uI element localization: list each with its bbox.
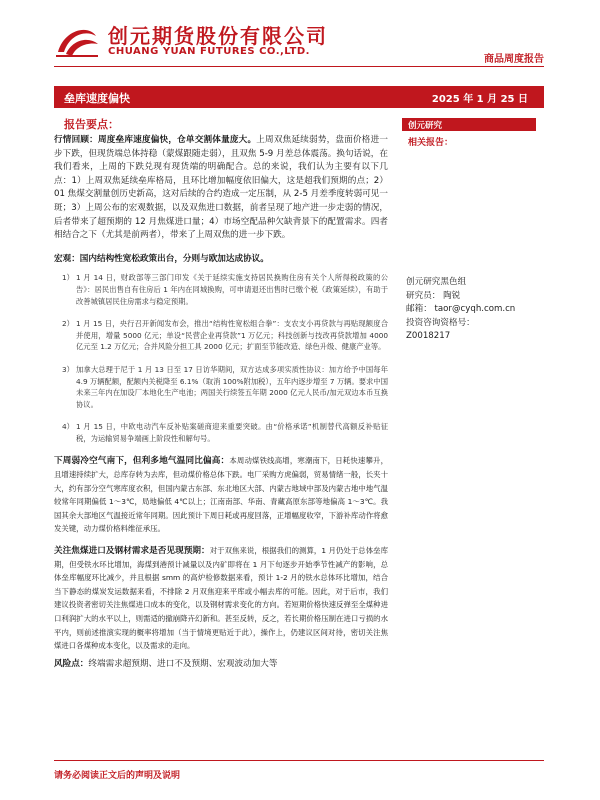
license-label: 投资咨询资格号： bbox=[406, 317, 475, 328]
header-divider bbox=[54, 66, 544, 67]
list-item-number: 1） bbox=[62, 273, 74, 283]
analyst-info bbox=[406, 276, 544, 344]
title-bar bbox=[54, 86, 544, 108]
summary-heading: 报告要点： bbox=[64, 118, 119, 131]
report-date: 2025 年 1 月 25 日 bbox=[431, 94, 528, 105]
list-item-number: 3） bbox=[62, 364, 74, 374]
risk-paragraph bbox=[54, 658, 388, 672]
list-item-text: 加拿大总理于尼于 1 月 13 日至 17 日访华期间，双方达成多项实质性协议：加方给予中国每年 4.9 万辆配额，配额内关税降至 6.1%（取消 100%附加税），五年内逐步增至 7 万辆。要求中国未来三年内在加设厂本地化生产电池；两国关行续签五年期 2000 亿元人民币/加元双边本币互换协议。 bbox=[76, 364, 388, 409]
list-item bbox=[54, 421, 388, 444]
import-body: 对于双焦来说，根据我们的测算，1 月仍处于总体垒库期，但受铁水环比增加，海煤到港预计减量以及内矿即将在 1 月下旬逐步开始季节性减产的影响，总体垒库幅度环比减少，并且根据 smm 的高炉检修数据来看，预计 1-2 月的铁水总体环比增加，结合当下静态的煤炭发运数据来看，不排除 2 月双焦迎来平库或小幅去库的可能。因此，对于后市，我们建议投资者密切关注焦煤进口成本的变化，以及钢材需求变化的方向。若短期价格快速反弹至全煤种进口利润扩大的水平以上，则需适的撤崩降卉幻新和。甚至反转，反之，若长期价格压制在进口亏损的水平内，则前述推演实现的概率将增加（当于情境更贴近于此），操作上，仍建议区间对待，密切关注焦煤进口各煤种成本变化，以及需求的走向。 bbox=[54, 546, 388, 651]
company-logo-icon bbox=[54, 22, 100, 58]
researcher-line bbox=[406, 290, 544, 304]
list-item bbox=[54, 364, 388, 410]
list-item-text: 1 月 15 日，央行召开新闻发布会，推出“结构性宽松组合拳”：支农支小再贷款与再贴现额度合并使用，增量 5000 亿元；单设“民营企业再贷款”1 万亿元；科技创新与技改再贷款增加 4000 亿元至 1.2 万亿元；合并风险分担工具 2000 亿元；扩面至节能改造、绿色升级、健康产业等。 bbox=[76, 319, 388, 352]
report-type: 商品周度报告 bbox=[484, 54, 544, 65]
macro-lead: 宏观：国内结构性宽松政策出台，分则与欧加达成协议。 bbox=[54, 253, 269, 264]
macro-paragraph bbox=[54, 253, 388, 267]
related-reports-heading: 相关报告： bbox=[408, 138, 454, 148]
email-label: 邮箱： bbox=[406, 304, 432, 315]
footer-divider bbox=[54, 760, 544, 761]
report-title: 垒库速度偏快 bbox=[64, 92, 130, 105]
weather-lead: 下周弱冷空气南下，但利多地气温同比偏高： bbox=[54, 456, 230, 467]
macro-list bbox=[54, 272, 388, 444]
email-link[interactable]: taor@cyqh.com.cn bbox=[434, 304, 516, 315]
list-item-number: 4） bbox=[62, 422, 74, 432]
sidebar-label: 创元研究 bbox=[402, 118, 536, 131]
report-sidebar bbox=[402, 118, 544, 344]
list-item-number: 2） bbox=[62, 319, 74, 329]
risk-lead: 风险点： bbox=[54, 658, 89, 669]
summary-lead: 行情回顾：周度垒库速度偏快，仓单交割体量庞大。 bbox=[54, 135, 257, 145]
summary-body: 上周双焦延续弱势，盘面价格进一步下跌，但现货端总体持稳（蒙煤跟随走弱），且双焦 5-9 月差总体震荡。换句话说，在我们看来，上周的下跌兑现有现货端的明确配合。总的来说，我们认为主要有以下几点：1）上周双焦延续垒库格局，且环比增加幅度依旧偏大，这是超我们预期的点；2）01 焦煤交割量创历史新高，这对后续的合约造成一定压制，从 2-5 月差季度转弱可见一斑；3）上周公布的宏观数据，以及双焦进口数据，前者呈现了地产进一步走弱的情况，后者带来了超预期的 12 月焦煤进口量；4）市场空配品种欠缺背景下的配置需求。四者相结合之下（尤其是前两者），带来了上周双焦的进一步下跌。 bbox=[54, 135, 388, 241]
import-paragraph bbox=[54, 545, 388, 654]
analyst-group: 创元研究黑色组 bbox=[406, 277, 467, 287]
weather-paragraph bbox=[54, 455, 388, 537]
email-line bbox=[406, 303, 544, 317]
footer-disclaimer: 请务必阅读正文后的声明及说明 bbox=[54, 771, 181, 781]
list-item bbox=[54, 272, 388, 307]
license-number: Z0018217 bbox=[406, 331, 451, 342]
company-name-cn: 创元期货股份有限公司 bbox=[108, 24, 328, 48]
import-lead: 关注焦煤进口及钢材需求是否见现预期： bbox=[54, 546, 210, 557]
report-body bbox=[54, 116, 388, 671]
report-header bbox=[0, 0, 600, 72]
list-item-text: 1 月 14 日，财政部等三部门印发《关于延续实施支持居民换购住房有关个人所得税政策的公告》：居民出售自有住房后 1 年内在同城换购，可申请退还出售时已缴个税（政策延续），有助于改善城镇居民住房需求与稳定预期。 bbox=[76, 273, 388, 306]
summary-paragraph bbox=[54, 134, 388, 243]
list-item bbox=[54, 318, 388, 353]
risk-body: 终端需求超预期、进口不及预期、宏观波动加大等 bbox=[88, 658, 278, 669]
company-name-en: CHUANG YUAN FUTURES CO.,LTD. bbox=[108, 46, 310, 57]
weather-body: 本周动煤铁线高增，寒潮南下，日耗快速攀升，且增速持续扩大，总库存转为去库，但动煤价格总体下跌。电厂采购方虎偏弱，贸易情绪一般，长夹十大，约有部分空气寒库度衣积，但国内蒙古东部、东北地区大部、内蒙古地域中部及内蒙古地中地气温较常年同期偏低 1～3℃，局地偏低 4℃以上；江南南部、华南、青藏高原东部等地偏高 1～3℃。我国其余大部地区气温接近常年同期。因此预计下周日耗或再度回落，正增幅度收窄，下游补库动作将愈发关键，动力煤价格料维征承压。 bbox=[54, 456, 388, 534]
list-item-text: 1 月 15 日，中欧电动汽车反补贴案磋商迎来重要突破。由“价格承诺”机制替代高额反补贴征税，为运输贸易争端画上阶段性和解句号。 bbox=[76, 422, 388, 443]
researcher-name: 陶锐 bbox=[443, 290, 461, 301]
researcher-label: 研究员： bbox=[406, 290, 441, 301]
